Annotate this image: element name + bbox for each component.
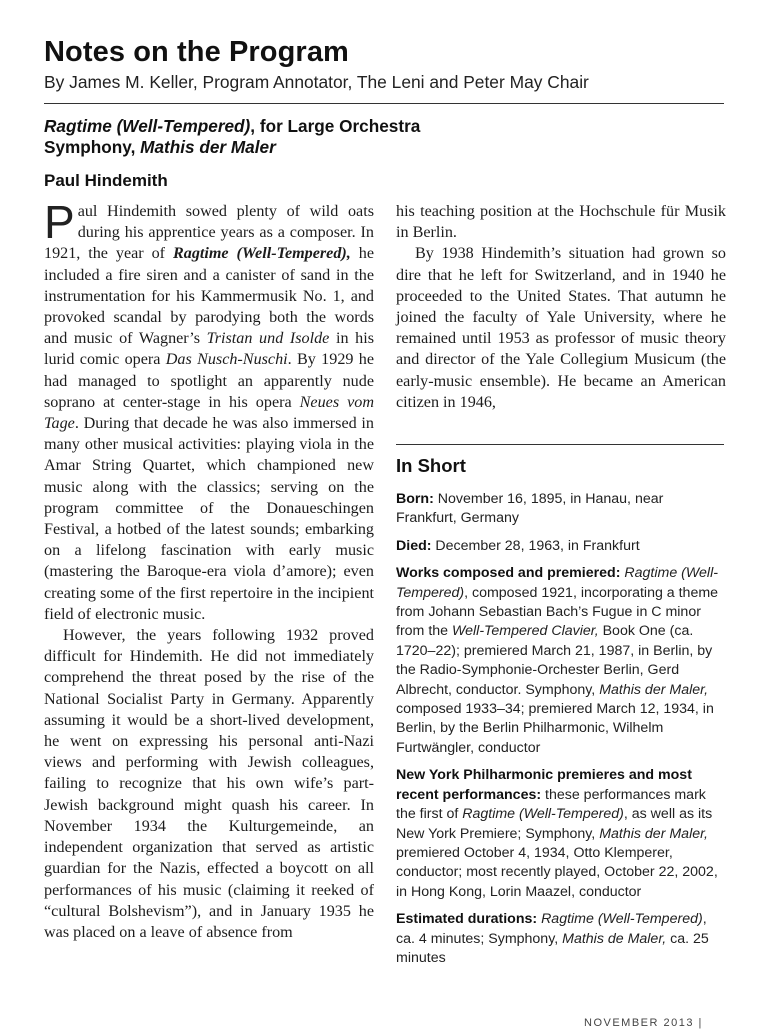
- in-short-facts: [396, 490, 726, 976]
- page-title: Notes on the Program: [44, 36, 349, 68]
- work-title-mathis: Mathis der Maler: [140, 137, 276, 157]
- work-reference: Neues vom Tage: [44, 393, 374, 433]
- essay-paragraph: his teaching position at the Hochschule für Musik in Berlin.: [396, 203, 726, 242]
- work-reference: Ragtime (Well-Tempered),: [173, 245, 351, 263]
- work-title-line-1: [44, 116, 420, 137]
- drop-cap: P: [44, 196, 75, 248]
- work-title-rest: , for Large Orchestra: [250, 116, 421, 136]
- work-reference: Das Nusch-Nuschi: [165, 351, 288, 369]
- work-reference: Tristan und Isolde: [206, 330, 330, 348]
- header-divider: [44, 103, 724, 104]
- fact-died: Died: December 28, 1963, in Frankfurt: [396, 537, 640, 554]
- essay-column-right: [396, 201, 726, 413]
- work-title: [44, 116, 420, 158]
- program-notes-page: [44, 0, 726, 1029]
- in-short-title: In Short: [396, 455, 466, 476]
- fact-nyp-performances: New York Philharmonic premieres and most recent performances: these performances mark the first of Ragtime (Well-Tempered), as well as its New York Premiere; Symphony, Mathis der Maler, premiered October 4, 1934, Otto Klemperer, conductor; most recently played, October 22, 2002, in Hong Kong, Lorin Maazel, conductor: [396, 767, 718, 900]
- fact-works: Works composed and premiered: Ragtime (Well-Tempered), composed 1921, incorporating a theme from Johann Sebastian Bach’s Fugue in C minor from the Well-Tempered Clavier, Book One (ca. 1720–22); premiered March 21, 1987, in Berlin, by the Radio-Symphonie-Orchester Berlin, Gerd Albrecht, conductor. Symphony, Mathis der Maler, composed 1933–34; premiered March 12, 1934, in Berlin, by the Berlin Philharmonic, Wilhelm Furtwängler, conductor: [396, 565, 719, 756]
- fact-born: Born: November 16, 1895, in Hanau, near Frankfurt, Germany: [396, 491, 664, 527]
- essay-paragraph: However, the years following 1932 proved difficult for Hindemith. He did not immediately comprehend the threat posed by the rise of the National Socialist Party in Germany. Apparently assuming it would be a short-lived development, he went on expressing his personal anti-Nazi views and performing with Jewish colleagues, failing to recognize that his own wife’s part-Jewish background might quash his career. In November 1934 the Kulturgemeinde, an independent organization that served as artistic guardian for the Nazis, effected a boycott on all performances of his music (claiming it reeked of “cultural Bolshevism”), and in January 1935 he was placed on a leave of absence from: [44, 627, 374, 941]
- byline: By James M. Keller, Program Annotator, The Leni and Peter May Chair: [44, 72, 589, 92]
- fact-durations: Estimated durations: Ragtime (Well-Tempered), ca. 4 minutes; Symphony, Mathis de Maler, ca. 25 minutes: [396, 911, 709, 966]
- composer-name: Paul Hindemith: [44, 171, 168, 190]
- work-title-line-2: [44, 137, 420, 158]
- in-short-divider: [396, 444, 724, 445]
- essay-paragraph: By 1938 Hindemith’s situation had grown so dire that he left for Switzerland, and in 1940 he proceeded to the United States. That autumn he joined the faculty of Yale University, where he remained until 1953 as professor of music theory and director of the Yale Collegium Musicum (the early-music ensemble). He became an American citizen in 1946,: [396, 245, 726, 411]
- page-footer: NOVEMBER 2013 |: [584, 1017, 703, 1029]
- essay-column-left: [44, 196, 375, 943]
- work-title-italic: Ragtime (Well-Tempered): [44, 116, 251, 136]
- work-title-symphony: Symphony,: [44, 137, 141, 157]
- essay-paragraph: Paul Hindemith sowed plenty of wild oats during his apprentice years as a composer. In 1921, the year of Ragtime (Well-Tempered), he included a fire siren and a canister of sand in the instrumentation for his Kammermusik No. 1, and provoked scandal by parodying both the words and music of Wagner’s Tristan und Isolde in his lurid comic opera Das Nusch-Nuschi. By 1929 he had managed to spotlight an apparently nude soprano at center-stage in his opera Neues vom Tage. During that decade he was also immersed in many other musical activities: playing viola in the Amar String Quartet, which championed new music along with the classics; serving on the program committee of the Donaueschingen Festival, a hotbed of the latest sounds; embarking on a lifelong fascination with early music (mastering the Baroque-era viola d’amore); even creating some of the first repertoire in the incipient field of electronic music.: [44, 196, 375, 623]
